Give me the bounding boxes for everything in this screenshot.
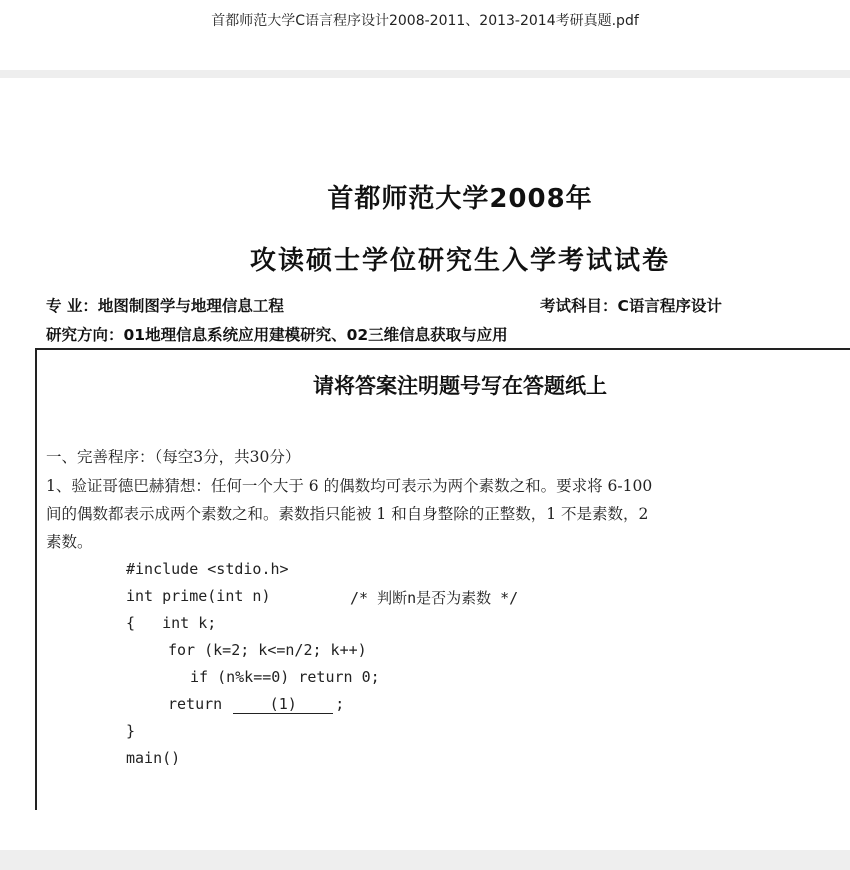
code-line: for (k=2; k<=n/2; k++) bbox=[168, 641, 367, 659]
code-line: main() bbox=[126, 749, 181, 767]
code-text: ; bbox=[335, 695, 345, 713]
code-text: return bbox=[168, 695, 232, 713]
page-separator-bottom bbox=[0, 850, 850, 870]
code-line: if (n%k==0) return 0; bbox=[190, 668, 380, 686]
question-text-line: 素数。 bbox=[46, 533, 93, 551]
code-line: { int k; bbox=[126, 614, 217, 632]
document-title: 首都师范大学C语言程序设计2008-2011、2013-2014考研真题.pdf bbox=[211, 13, 639, 29]
code-comment: /* 判断n是否为素数 */ bbox=[350, 589, 519, 607]
code-line-return bbox=[168, 695, 344, 714]
code-line: #include <stdio.h> bbox=[126, 560, 289, 578]
question-text-line: 1、验证哥德巴赫猜想：任何一个大于 6 的偶数均可表示为两个素数之和。要求将 6-100 bbox=[46, 477, 653, 495]
viewer-header bbox=[0, 0, 850, 70]
section-heading: 一、完善程序：（每空3分，共30分） bbox=[46, 448, 301, 466]
fill-in-blank: (1) bbox=[233, 695, 333, 714]
exam-heading-title: 攻读硕士学位研究生入学考试试卷 bbox=[249, 246, 670, 276]
question-text-line: 间的偶数都表示成两个素数之和。素数指只能被 1 和自身整除的正整数，1 不是素数，2 bbox=[46, 505, 649, 523]
exam-heading-university: 首都师范大学2008年 bbox=[327, 184, 593, 214]
answer-notice: 请将答案注明题号写在答题纸上 bbox=[313, 374, 607, 398]
exam-direction: 研究方向：01地理信息系统应用建模研究、02三维信息获取与应用 bbox=[46, 326, 508, 344]
question-box bbox=[35, 348, 850, 810]
page-separator-top bbox=[0, 70, 850, 78]
exam-subject: 考试科目：C语言程序设计 bbox=[540, 297, 722, 315]
exam-major: 专 业：地图制图学与地理信息工程 bbox=[46, 297, 284, 315]
code-line: int prime(int n) bbox=[126, 587, 271, 605]
code-line: } bbox=[126, 722, 136, 740]
